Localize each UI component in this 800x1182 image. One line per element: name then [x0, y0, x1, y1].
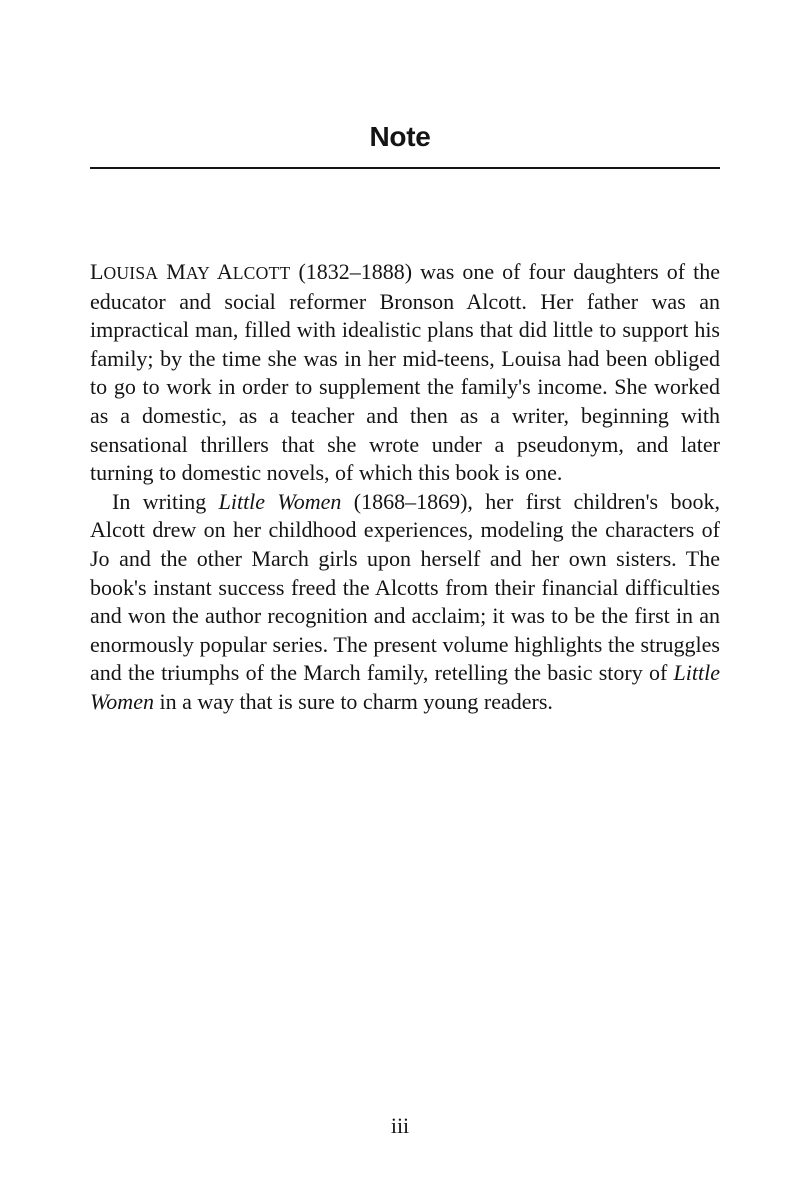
- author-name-initial: M: [166, 259, 186, 284]
- book-title-italic: Little Women: [218, 488, 342, 514]
- author-name-initial: L: [90, 259, 104, 284]
- author-name-smallcaps: OUISA: [103, 263, 159, 283]
- paragraph-1: [90, 258, 720, 488]
- book-title-italic: Little Women: [90, 660, 720, 714]
- paragraph-2-text: in a way that is sure to charm young readers.: [153, 688, 553, 714]
- page-title: Note: [369, 121, 431, 152]
- paragraph-1-text: (1832–1888) was one of four daughters of the educator and social reformer Bronson Alcott. Her father was an impractical man, filled with idealistic plans that did little to support his family; by the time she was in her mid-teens, Louisa had been obliged to go to work in order to supplement the family's income. She worked as a domestic, as a teacher and then as a writer, beginning with sensational thrillers that she wrote under a pseudonym, and later turning to domestic novels, of which this book is one.: [90, 259, 721, 486]
- paragraph-2-text: (1868–1869), her first children's book, Alcott drew on her childhood experiences, modeling the characters of Jo and the other March girls upon herself and her own sisters. The book's instant success freed the Alcotts from their financial difficulties and won the author recognition and acclaim; it was to be the first in an enormously popular series. The present volume highlights the struggles and the triumphs of the March family, retelling the basic story of: [90, 488, 720, 686]
- author-name-initial: A: [216, 259, 233, 284]
- body-text: [90, 258, 720, 717]
- title-rule: [90, 167, 720, 169]
- paragraph-2-text: In writing: [112, 488, 219, 514]
- page-number: iii: [390, 1113, 410, 1138]
- paragraph-2: [90, 488, 720, 717]
- author-name-smallcaps: AY: [185, 263, 211, 283]
- author-name-smallcaps: LCOTT: [232, 263, 291, 283]
